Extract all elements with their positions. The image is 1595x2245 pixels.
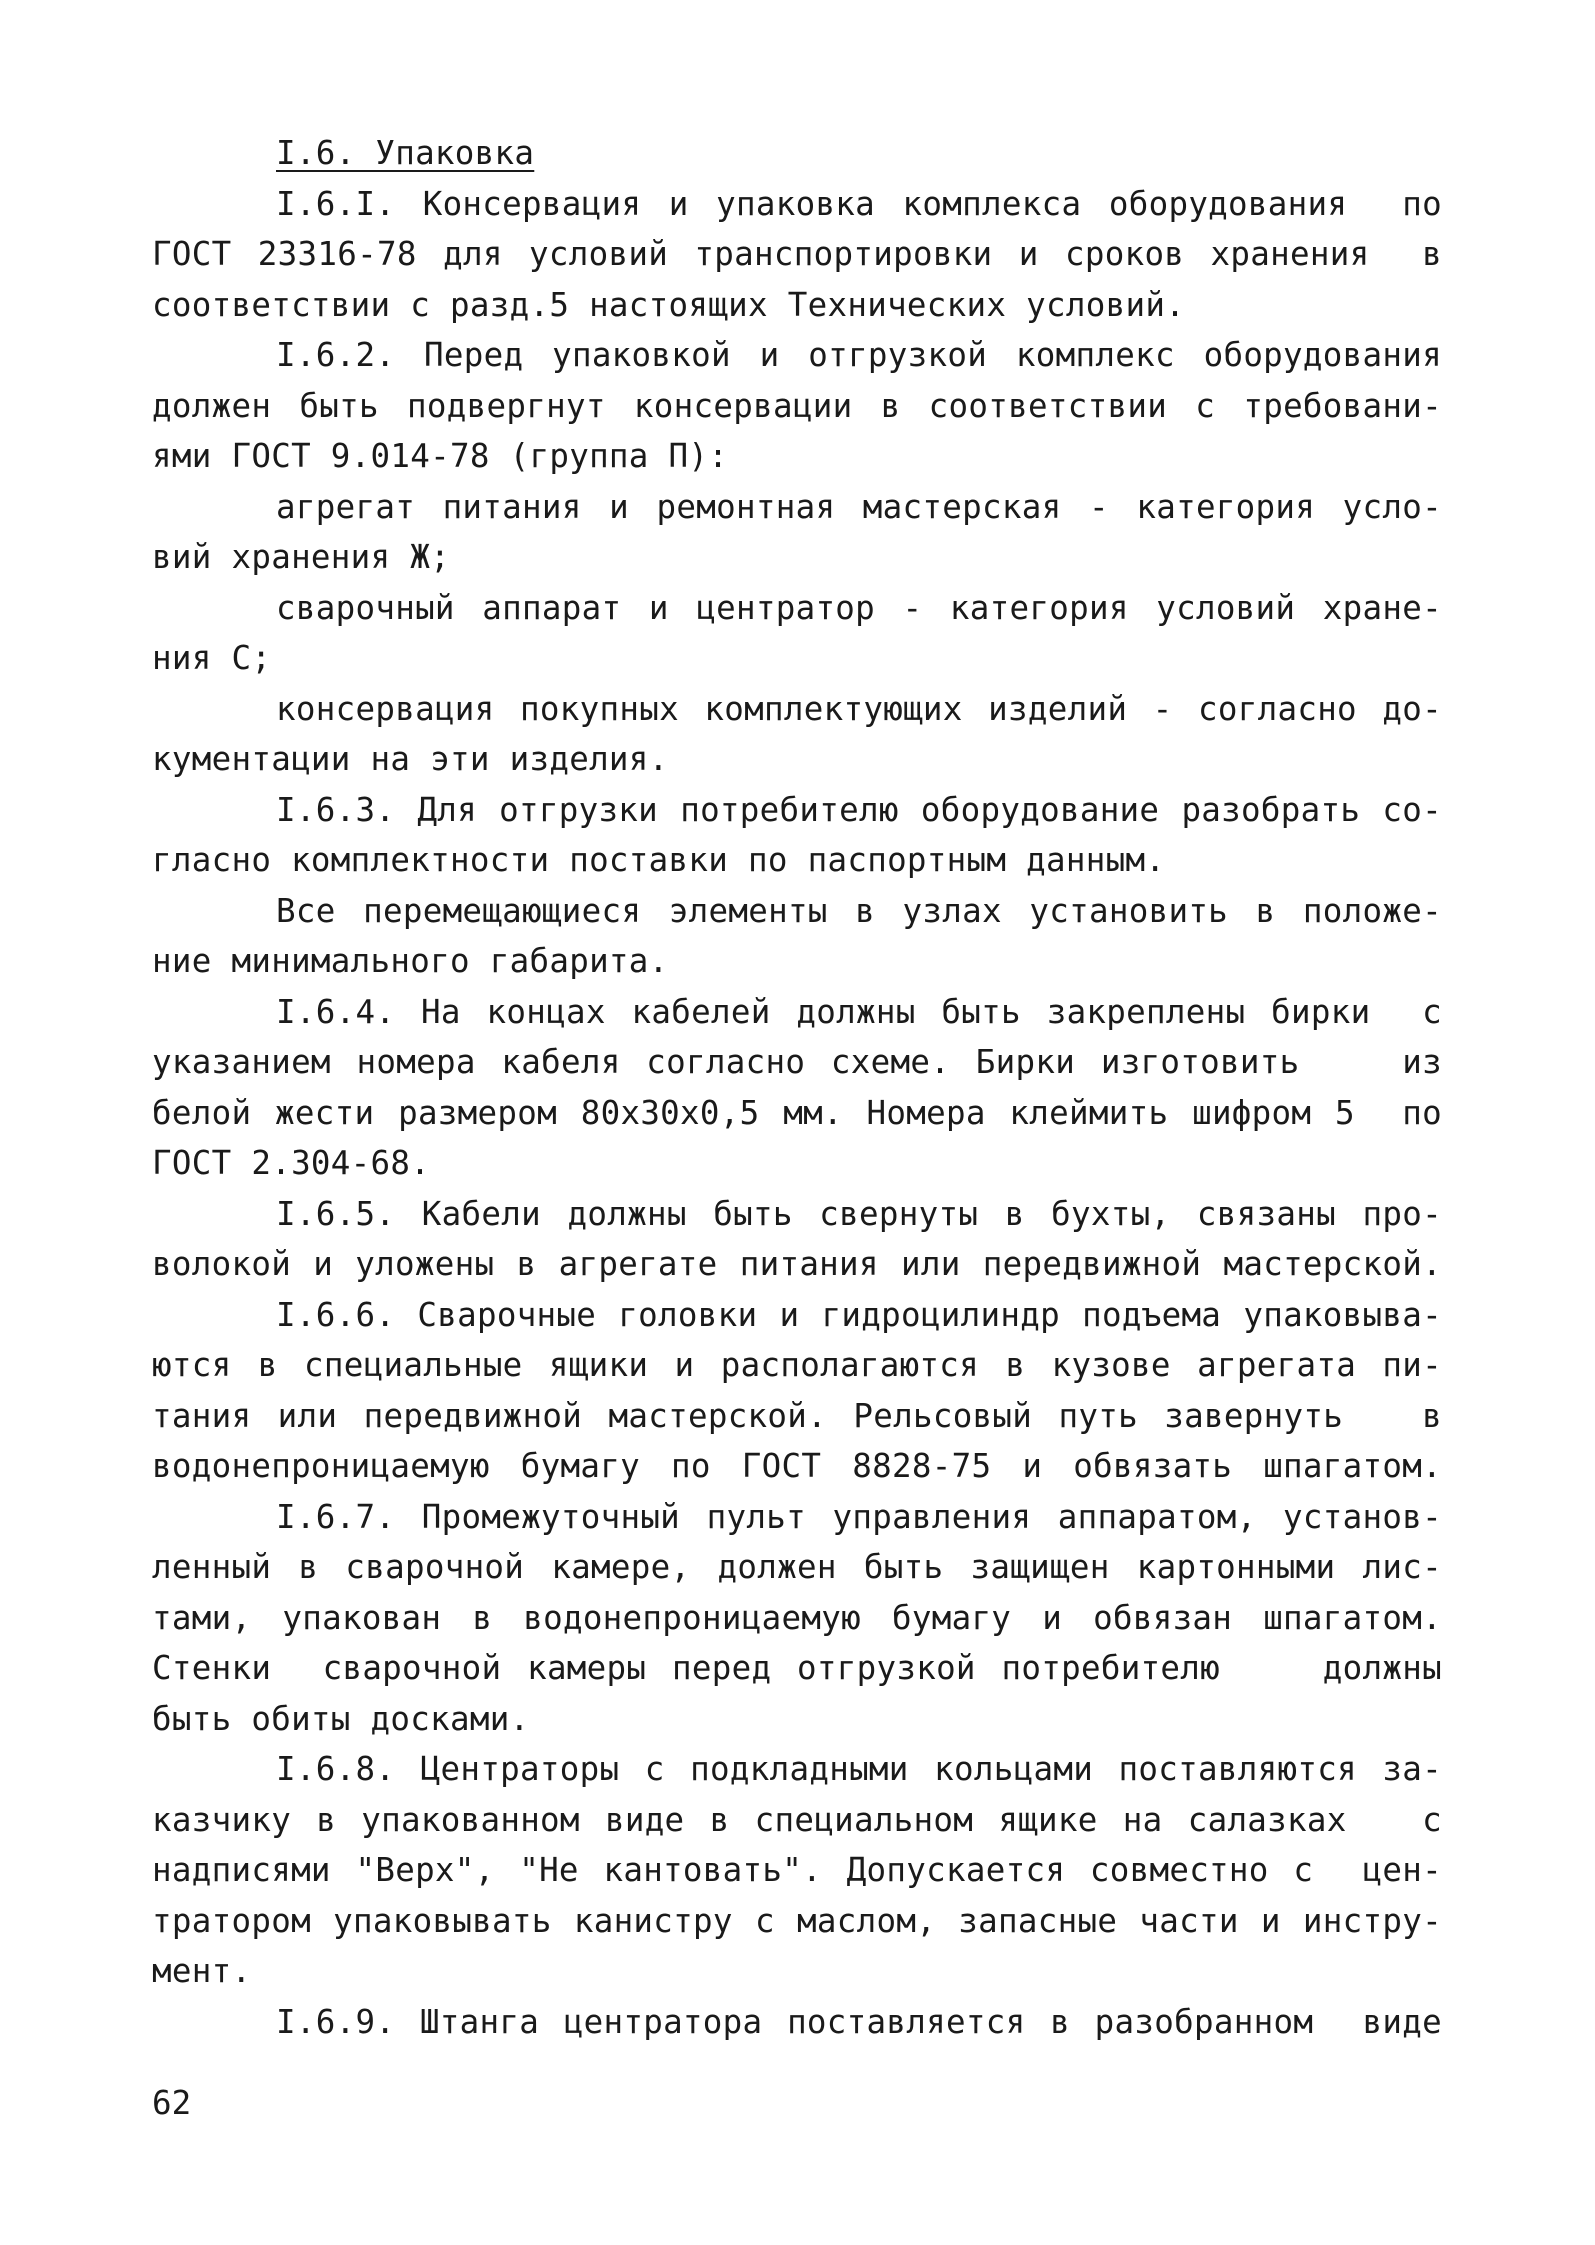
text-line: I.6.6. Сварочные головки и гидроцилиндр подъема упаковыва- (276, 1295, 1442, 1334)
text-line: I.6.4. На концах кабелей должны быть закреплены бирки с (276, 992, 1442, 1031)
text-line: I.6.8. Центраторы с подкладными кольцами поставляются за- (276, 1750, 1442, 1788)
text-line: I.6.7. Промежуточный пульт управления аппаратом, установ- (276, 1497, 1442, 1536)
text-line: волокой и уложены в агрегате питания или передвижной мастерской. (152, 1245, 1442, 1283)
text-line: ются в специальные ящики и располагаются в кузове агрегата пи- (152, 1346, 1442, 1384)
text-line: указанием номера кабеля согласно схеме. Бирки изготовить из (152, 1043, 1442, 1081)
section-title: I.6. Упаковка (276, 134, 535, 172)
text-line: ния С; (152, 639, 272, 677)
text-line: гласно комплектности поставки по паспортным данным. (152, 841, 1166, 879)
document-page (152, 128, 1442, 2047)
text-line: тами, упакован в водонепроницаемую бумагу и обвязан шпагатом. (152, 1598, 1442, 1637)
text-line: белой жести размером 80х30х0,5 мм. Номера клеймить шифром 5 по (152, 1093, 1442, 1132)
text-line: ГОСТ 2.304-68. (152, 1144, 431, 1182)
text-line: вий хранения Ж; (152, 538, 450, 576)
text-line: агрегат питания и ремонтная мастерская - категория усло- (276, 487, 1442, 526)
text-line: Стенки сварочной камеры перед отгрузкой потребителю должны (152, 1649, 1442, 1687)
text-line: ленный в сварочной камере, должен быть защищен картонными лис- (152, 1548, 1442, 1586)
text-line: ГОСТ 23316-78 для условий транспортировки и сроков хранения в (152, 235, 1442, 273)
text-line: мент. (152, 1952, 252, 1990)
text-line: Все перемещающиеся элементы в узлах установить в положе- (276, 891, 1442, 930)
text-line: I.6.5. Кабели должны быть свернуты в бухты, связаны про- (276, 1194, 1442, 1233)
text-line: сварочный аппарат и центратор - категория условий хране- (276, 588, 1442, 627)
text-line: ние минимального габарита. (152, 942, 669, 980)
document-body (152, 179, 1442, 2048)
text-line: тратором упаковывать канистру с маслом, запасные части и инстру- (152, 1901, 1442, 1940)
text-line: I.6.2. Перед упаковкой и отгрузкой комплекс оборудования (276, 336, 1442, 374)
page-number: 62 (152, 2084, 192, 2122)
text-line: кументации на эти изделия. (152, 740, 669, 778)
text-line: I.6.9. Штанга центратора поставляется в разобранном виде (276, 2002, 1442, 2041)
text-line: ями ГОСТ 9.014-78 (группа П): (152, 437, 729, 475)
text-line: I.6.3. Для отгрузки потребителю оборудование разобрать со- (276, 790, 1442, 829)
text-line: казчику в упакованном виде в специальном ящике на салазках с (152, 1800, 1442, 1839)
text-line: тания или передвижной мастерской. Рельсовый путь завернуть в (152, 1396, 1442, 1435)
text-line: I.6.I. Консервация и упаковка комплекса оборудования по (276, 184, 1442, 223)
text-line: должен быть подвергнут консервации в соответствии с требовани- (152, 386, 1442, 425)
text-line: соответствии с разд.5 настоящих Технических условий. (152, 285, 1186, 324)
text-line: консервация покупных комплектующих изделий - согласно до- (276, 689, 1442, 728)
text-line: надписями "Верх", "Не кантовать". Допускается совместно с цен- (152, 1851, 1442, 1889)
text-line: быть обиты досками. (152, 1699, 530, 1738)
text-line: водонепроницаемую бумагу по ГОСТ 8828-75 и обвязать шпагатом. (152, 1447, 1442, 1485)
